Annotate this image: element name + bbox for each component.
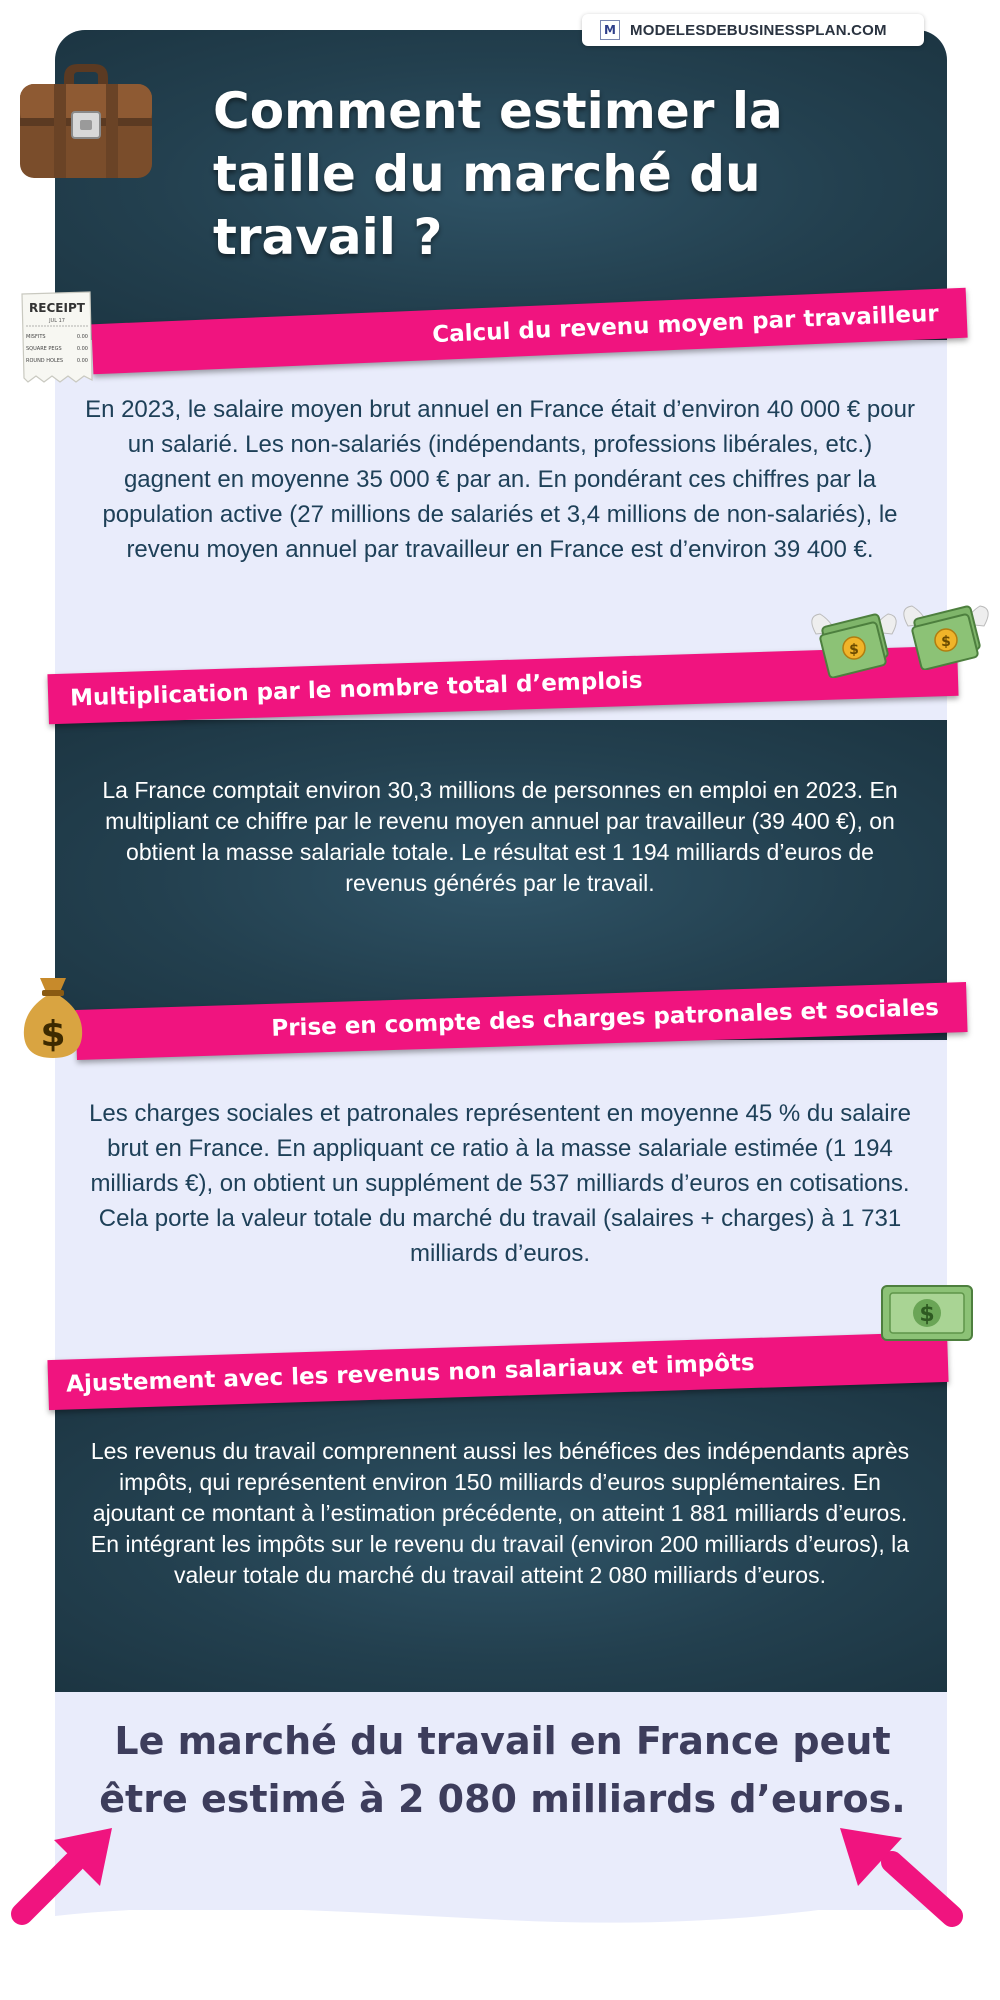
section-3-text: Les charges sociales et patronales représentent en moyenne 45 % du salaire brut en France. En appliquant ce ratio à la masse salariale estimée (1 194 milliards €), on obtient un supplément de 537 milliards d’euros en cotisations. Cela porte la valeur totale du marché du travail (salaires + charges) à 1 731 milliards d’euros. bbox=[89, 1100, 911, 1267]
arrow-icon bbox=[830, 1818, 970, 1936]
conclusion-text: Le marché du travail en France peut être estimé à 2 080 milliards d’euros. bbox=[99, 1719, 906, 1821]
receipt-line-1: MISFITS bbox=[26, 334, 46, 340]
receipt-line-2: SQUARE PEGS bbox=[26, 346, 62, 352]
receipt-amount-2: 0.00 bbox=[76, 346, 88, 352]
receipt-amount-1: 0.00 bbox=[76, 334, 88, 340]
receipt-date: JUL 17 bbox=[49, 318, 65, 324]
brand-tag[interactable] bbox=[582, 14, 924, 46]
flying-money-icon bbox=[806, 596, 902, 678]
svg-text:$: $ bbox=[40, 1014, 66, 1055]
receipt-line-3: ROUND HOLES bbox=[26, 358, 64, 364]
svg-text:$: $ bbox=[941, 634, 951, 650]
receipt-title: RECEIPT bbox=[29, 301, 85, 315]
svg-text:$: $ bbox=[849, 642, 859, 658]
flying-money-icon bbox=[898, 588, 994, 670]
arrow-icon bbox=[8, 1818, 126, 1936]
money-bag-icon bbox=[18, 972, 88, 1062]
section-1-text: En 2023, le salaire moyen brut annuel en France était d’environ 40 000 € pour un salarié. Les non-salariés (indépendants, professions libérales, etc.) gagnent en moyenne 35 000 € par an. En pondérant ces chiffres par la population active (27 millions de salariés et 3,4 millions de non-salariés), le revenu moyen annuel par travailleur en France est d’environ 39 400 €. bbox=[85, 396, 915, 563]
brand-name: MODELESDEBUSINESSPLAN.COM bbox=[630, 21, 887, 39]
paper-bottom-wave bbox=[45, 1880, 950, 1940]
briefcase-icon bbox=[16, 56, 156, 184]
section-2-text: La France comptait environ 30,3 millions de personnes en emploi en 2023. En multipliant ce chiffre par le revenu moyen annuel par travailleur (39 400 €), on obtient la masse salariale totale. Le résultat est 1 194 milliards d’euros de revenus générés par le travail. bbox=[102, 777, 898, 896]
section-4-text: Les revenus du travail comprennent aussi les bénéfices des indépendants après impôts, qui représentent environ 150 milliards d’euros supplémentaires. En ajoutant ce montant à l’estimation précédente, on atteint 1 881 milliards d’euros. En intégrant les impôts sur le revenu du travail (environ 200 milliards d’euros), la valeur totale du marché du travail atteint 2 080 milliards d’euros. bbox=[90, 1438, 910, 1588]
page-title: Comment estimer la taille du marché du travail ? bbox=[213, 82, 783, 266]
receipt-amount-3: 0.00 bbox=[76, 358, 88, 364]
brand-logo-icon: M bbox=[600, 20, 620, 40]
section-1-heading: Calcul du revenu moyen par travailleur bbox=[91, 288, 967, 375]
section-3-heading: Prise en compte des charges patronales et sociales bbox=[75, 982, 967, 1060]
receipt-icon bbox=[18, 290, 94, 386]
dollar-banknote-icon bbox=[880, 1280, 976, 1346]
section-4-heading: Ajustement avec les revenus non salariaux et impôts bbox=[47, 1332, 948, 1410]
section-2-heading: Multiplication par le nombre total d’emplois bbox=[47, 646, 958, 725]
svg-text:$: $ bbox=[919, 1302, 935, 1327]
